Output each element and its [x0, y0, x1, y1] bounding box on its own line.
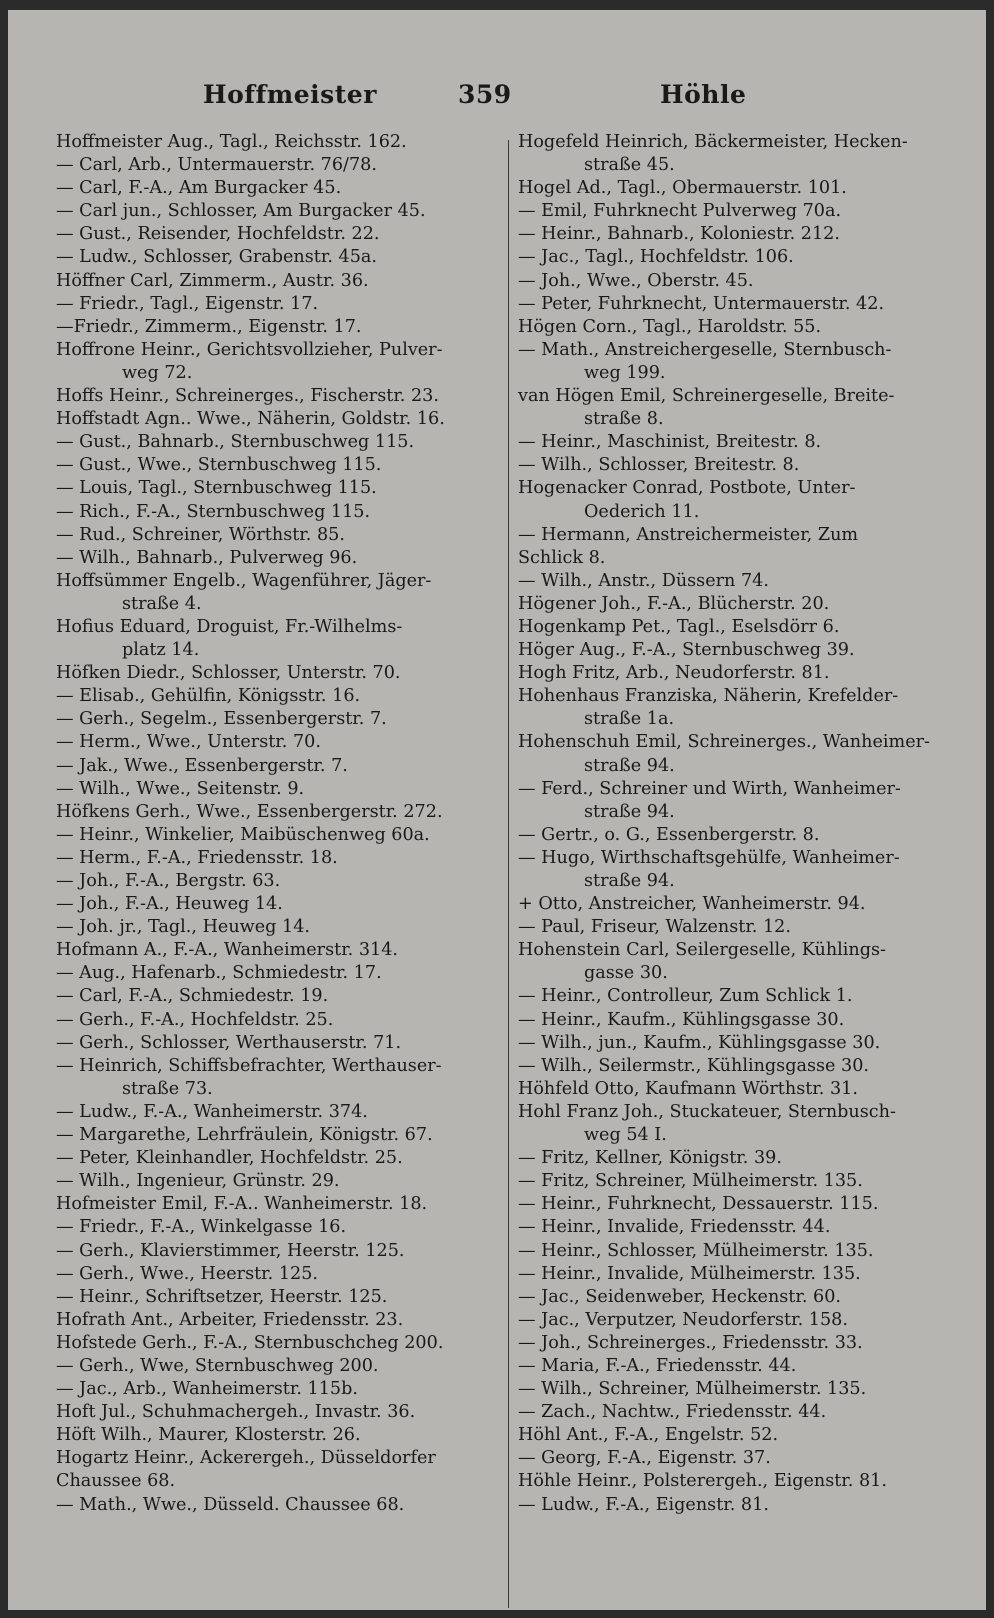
- directory-entry-line: — Joh., Wwe., Oberstr. 45.: [518, 270, 754, 291]
- directory-entry-line: weg 54 I.: [584, 1125, 667, 1146]
- directory-entry-line: Höffner Carl, Zimmerm., Austr. 36.: [56, 270, 369, 291]
- directory-entry-line: straße 8.: [584, 409, 664, 430]
- directory-entry-line: Hogefeld Heinrich, Bäckermeister, Hecken-: [518, 132, 908, 152]
- directory-entry-line: — Aug., Hafenarb., Schmiedestr. 17.: [56, 963, 382, 984]
- directory-entry-line: — Gertr., o. G., Essenbergerstr. 8.: [518, 824, 820, 845]
- directory-entry-line: Högener Joh., F.-A., Blücherstr. 20.: [518, 593, 830, 614]
- directory-entry-line: — Heinr., Controlleur, Zum Schlick 1.: [518, 986, 853, 1007]
- directory-entry-line: — Zach., Nachtw., Friedensstr. 44.: [518, 1402, 827, 1423]
- directory-entry-line: — Heinr., Schlosser, Mülheimerstr. 135.: [518, 1240, 874, 1261]
- directory-entry-line: — Wilh., Schlosser, Breitestr. 8.: [518, 455, 800, 476]
- directory-entry-line: Hofstede Gerh., F.-A., Sternbuschcheg 200.: [56, 1332, 444, 1353]
- directory-entry-line: — Jac., Tagl., Hochfeldstr. 106.: [518, 247, 794, 268]
- directory-entry-line: — Heinr., Maschinist, Breitestr. 8.: [518, 432, 822, 453]
- directory-entry-line: weg 199.: [584, 362, 666, 383]
- column-divider: [508, 140, 509, 1608]
- directory-entry-line: — Friedr., F.-A., Winkelgasse 16.: [56, 1217, 347, 1238]
- directory-entry-line: — Margarethe, Lehrfräulein, Königstr. 67.: [56, 1125, 433, 1146]
- directory-entry-line: — Wilh., Bahnarb., Pulverweg 96.: [56, 547, 358, 568]
- directory-entry-line: Hofmeister Emil, F.-A.. Wanheimerstr. 18.: [56, 1194, 428, 1215]
- directory-entry-line: — Heinr., Invalide, Friedensstr. 44.: [518, 1217, 831, 1238]
- directory-entry-line: — Rich., F.-A., Sternbuschweg 115.: [56, 501, 371, 522]
- directory-entry-line: Hofrath Ant., Arbeiter, Friedensstr. 23.: [56, 1309, 404, 1330]
- directory-entry-line: straße 94.: [584, 755, 675, 776]
- directory-entry-line: van Högen Emil, Schreinergeselle, Breite-: [518, 386, 895, 407]
- directory-entry-line: — Carl, Arb., Untermauerstr. 76/78.: [56, 155, 377, 176]
- running-head-left: Hoffmeister: [203, 80, 377, 109]
- directory-entry-line: — Gust., Reisender, Hochfeldstr. 22.: [56, 224, 380, 245]
- directory-entry-line: — Heinr., Kaufm., Kühlingsgasse 30.: [518, 1009, 845, 1030]
- directory-entry-line: Höhl Ant., F.-A., Engelstr. 52.: [518, 1425, 779, 1446]
- directory-entry-line: weg 72.: [122, 362, 193, 383]
- directory-entry-line: — Georg, F.-A., Eigenstr. 37.: [518, 1448, 771, 1469]
- directory-entry-line: — Math., Wwe., Düsseld. Chaussee 68.: [56, 1494, 405, 1515]
- directory-entry-line: Hohenstein Carl, Seilergeselle, Kühlings-: [518, 940, 886, 961]
- directory-entry-line: — Wilh., Anstr., Düssern 74.: [518, 570, 769, 591]
- directory-entry-line: — Elisab., Gehülfin, Königsstr. 16.: [56, 686, 361, 707]
- directory-entry-line: — Ludw., Schlosser, Grabenstr. 45a.: [56, 247, 377, 268]
- directory-entry-line: — Heinr., Bahnarb., Koloniestr. 212.: [518, 224, 840, 245]
- directory-entry-line: Hoffmeister Aug., Tagl., Reichsstr. 162.: [56, 132, 407, 152]
- directory-entry-line: Hogel Ad., Tagl., Obermauerstr. 101.: [518, 178, 847, 199]
- directory-page: [8, 10, 986, 1610]
- directory-entry-line: — Heinr., Fuhrknecht, Dessauerstr. 115.: [518, 1194, 879, 1215]
- directory-entry-line: Schlick 8.: [518, 547, 606, 568]
- directory-entry-line: — Maria, F.-A., Friedensstr. 44.: [518, 1355, 797, 1376]
- directory-entry-line: Höft Wilh., Maurer, Klosterstr. 26.: [56, 1425, 361, 1446]
- directory-entry-line: — Wilh., Wwe., Seitenstr. 9.: [56, 778, 305, 799]
- directory-entry-line: — Jac., Verputzer, Neudorferstr. 158.: [518, 1309, 848, 1330]
- directory-entry-line: Chaussee 68.: [56, 1471, 176, 1492]
- directory-entry-line: — Carl jun., Schlosser, Am Burgacker 45.: [56, 201, 426, 222]
- directory-entry-line: straße 4.: [122, 593, 202, 614]
- directory-entry-line: — Ferd., Schreiner und Wirth, Wanheimer-: [518, 778, 901, 799]
- directory-entry-line: — Joh., F.-A., Heuweg 14.: [56, 894, 283, 915]
- directory-entry-line: Hoffstadt Agn.. Wwe., Näherin, Goldstr. 16.: [56, 409, 445, 430]
- directory-entry-line: gasse 30.: [584, 963, 668, 984]
- left-column: [56, 131, 506, 1517]
- directory-entry-line: — Wilh., Schreiner, Mülheimerstr. 135.: [518, 1379, 867, 1400]
- directory-entry-line: — Gerh., Wwe., Heerstr. 125.: [56, 1263, 319, 1284]
- directory-entry-line: Hogenacker Conrad, Postbote, Unter-: [518, 478, 856, 499]
- directory-entry-line: — Jak., Wwe., Essenbergerstr. 7.: [56, 755, 348, 776]
- directory-entry-line: — Herm., Wwe., Unterstr. 70.: [56, 732, 321, 753]
- directory-entry-line: — Joh. jr., Tagl., Heuweg 14.: [56, 917, 310, 938]
- directory-entry-line: — Wilh., Seilermstr., Kühlingsgasse 30.: [518, 1055, 869, 1076]
- directory-entry-line: — Hermann, Anstreichermeister, Zum: [518, 524, 859, 545]
- directory-entry-line: — Friedr., Tagl., Eigenstr. 17.: [56, 293, 319, 314]
- directory-entry-line: — Wilh., Ingenieur, Grünstr. 29.: [56, 1171, 340, 1192]
- directory-entry-line: — Heinrich, Schiffsbefrachter, Werthauser-: [56, 1055, 442, 1076]
- directory-entry-line: straße 94.: [584, 801, 675, 822]
- directory-entry-line: Hoffsümmer Engelb., Wagenführer, Jäger-: [56, 570, 432, 591]
- running-head-right: Höhle: [660, 80, 747, 109]
- directory-entry-line: — Carl, F.-A., Am Burgacker 45.: [56, 178, 342, 199]
- directory-entry-line: Hohl Franz Joh., Stuckateuer, Sternbusch-: [518, 1101, 896, 1122]
- directory-entry-line: Hohenschuh Emil, Schreinerges., Wanheimer-: [518, 732, 930, 753]
- directory-entry-line: Hoffrone Heinr., Gerichtsvollzieher, Pulver-: [56, 339, 443, 360]
- directory-entry-line: — Herm., F.-A., Friedensstr. 18.: [56, 847, 338, 868]
- directory-entry-line: Hofmann A., F.-A., Wanheimerstr. 314.: [56, 940, 399, 961]
- directory-entry-line: Högen Corn., Tagl., Haroldstr. 55.: [518, 316, 822, 337]
- directory-entry-line: Hohenhaus Franziska, Näherin, Krefelder-: [518, 686, 899, 707]
- directory-entry-line: — Ludw., F.-A., Wanheimerstr. 374.: [56, 1101, 368, 1122]
- directory-entry-line: Oederich 11.: [584, 501, 700, 522]
- right-column: [518, 131, 973, 1517]
- directory-entry-line: Höfken Diedr., Schlosser, Unterstr. 70.: [56, 663, 401, 684]
- directory-entry-line: — Joh., F.-A., Bergstr. 63.: [56, 871, 281, 891]
- page-number: 359: [458, 80, 512, 109]
- directory-entry-line: Hogh Fritz, Arb., Neudorferstr. 81.: [518, 663, 830, 684]
- directory-entry-line: — Math., Anstreichergeselle, Sternbusch-: [518, 339, 892, 360]
- directory-entry-line: Höger Aug., F.-A., Sternbuschweg 39.: [518, 640, 855, 661]
- directory-entry-line: — Joh., Schreinerges., Friedensstr. 33.: [518, 1332, 863, 1353]
- directory-entry-line: — Jac., Seidenweber, Heckenstr. 60.: [518, 1286, 842, 1307]
- directory-entry-line: Hogartz Heinr., Ackerergeh., Düsseldorfer: [56, 1448, 436, 1469]
- directory-entry-line: — Fritz, Schreiner, Mülheimerstr. 135.: [518, 1171, 863, 1192]
- directory-entry-line: — Gust., Bahnarb., Sternbuschweg 115.: [56, 432, 415, 453]
- directory-entry-line: Höhle Heinr., Polsterergeh., Eigenstr. 81.: [518, 1471, 887, 1492]
- directory-entry-line: — Heinr., Winkelier, Maibüschenweg 60a.: [56, 824, 430, 845]
- directory-entry-line: —Friedr., Zimmerm., Eigenstr. 17.: [56, 316, 362, 337]
- directory-entry-line: — Gerh., Klavierstimmer, Heerstr. 125.: [56, 1240, 405, 1261]
- directory-entry-line: — Heinr., Invalide, Mülheimerstr. 135.: [518, 1263, 861, 1284]
- directory-entry-line: straße 45.: [584, 155, 675, 176]
- directory-entry-line: straße 1a.: [584, 709, 675, 730]
- directory-entry-line: Höfkens Gerh., Wwe., Essenbergerstr. 272.: [56, 801, 443, 822]
- directory-entry-line: — Jac., Arb., Wanheimerstr. 115b.: [56, 1379, 358, 1400]
- directory-entry-line: Hogenkamp Pet., Tagl., Eselsdörr 6.: [518, 616, 840, 637]
- directory-entry-line: — Paul, Friseur, Walzenstr. 12.: [518, 917, 791, 938]
- directory-entry-line: Höhfeld Otto, Kaufmann Wörthstr. 31.: [518, 1078, 858, 1099]
- directory-entry-line: — Emil, Fuhrknecht Pulverweg 70a.: [518, 201, 842, 222]
- directory-entry-line: — Fritz, Kellner, Königstr. 39.: [518, 1148, 782, 1169]
- directory-entry-line: — Heinr., Schriftsetzer, Heerstr. 125.: [56, 1286, 388, 1307]
- directory-entry-line: — Gerh., Schlosser, Werthauserstr. 71.: [56, 1032, 402, 1053]
- directory-entry-line: — Gerh., F.-A., Hochfeldstr. 25.: [56, 1009, 334, 1030]
- directory-entry-line: straße 73.: [122, 1078, 213, 1099]
- directory-entry-line: — Louis, Tagl., Sternbuschweg 115.: [56, 478, 377, 499]
- directory-entry-line: — Gerh., Wwe, Sternbuschweg 200.: [56, 1355, 379, 1376]
- directory-entry-line: Hoffs Heinr., Schreinerges., Fischerstr. 23.: [56, 386, 439, 407]
- directory-entry-line: — Hugo, Wirthschaftsgehülfe, Wanheimer-: [518, 847, 900, 868]
- directory-entry-line: Hoft Jul., Schuhmachergeh., Invastr. 36.: [56, 1402, 416, 1423]
- directory-entry-line: platz 14.: [122, 640, 200, 661]
- directory-entry-line: — Gerh., Segelm., Essenbergerstr. 7.: [56, 709, 387, 730]
- directory-entry-line: straße 94.: [584, 871, 675, 891]
- directory-entry-line: — Peter, Kleinhandler, Hochfeldstr. 25.: [56, 1148, 403, 1169]
- directory-entry-line: + Otto, Anstreicher, Wanheimerstr. 94.: [518, 894, 866, 915]
- directory-entry-line: — Peter, Fuhrknecht, Untermauerstr. 42.: [518, 293, 885, 314]
- directory-entry-line: — Wilh., jun., Kaufm., Kühlingsgasse 30.: [518, 1032, 881, 1053]
- directory-entry-line: — Ludw., F.-A., Eigenstr. 81.: [518, 1494, 769, 1515]
- directory-entry-line: Hofius Eduard, Droguist, Fr.-Wilhelms-: [56, 616, 403, 637]
- directory-entry-line: — Carl, F.-A., Schmiedestr. 19.: [56, 986, 329, 1007]
- directory-entry-line: — Rud., Schreiner, Wörthstr. 85.: [56, 524, 345, 545]
- directory-entry-line: — Gust., Wwe., Sternbuschweg 115.: [56, 455, 382, 476]
